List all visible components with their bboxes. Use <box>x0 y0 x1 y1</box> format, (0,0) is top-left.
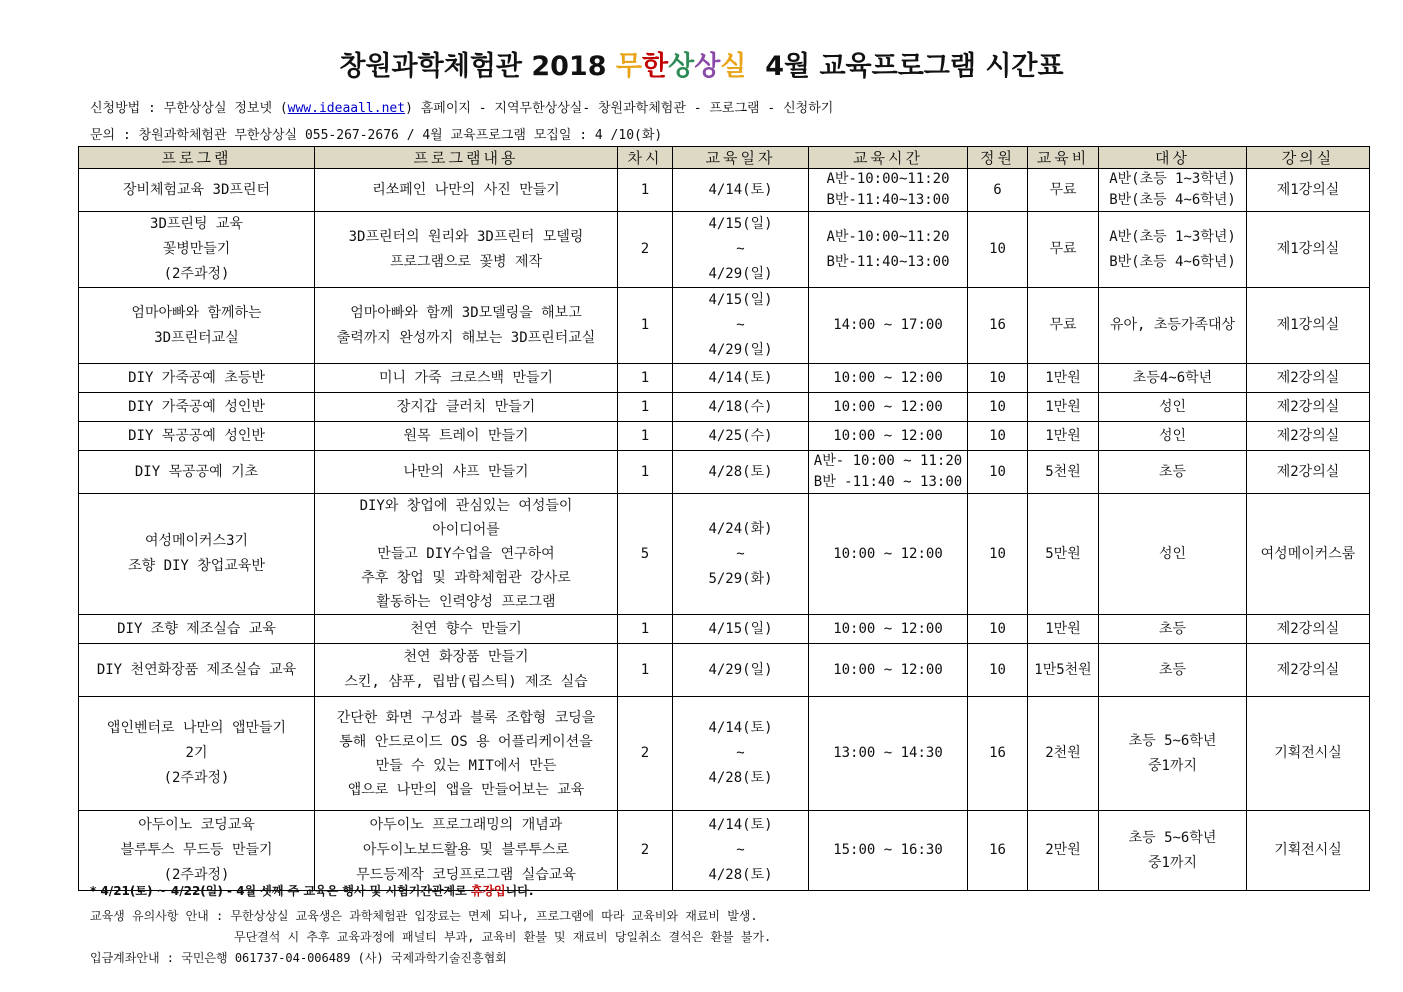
title-rainbow <box>616 51 746 82</box>
ideaall-link[interactable]: www.ideaall.net <box>287 101 406 116</box>
cell-line: DIY 가죽공예 초등반 <box>128 369 265 386</box>
date-cell <box>673 811 809 891</box>
room-cell: 제2강의실 <box>1247 615 1370 644</box>
date-cell <box>673 644 809 697</box>
cell-line: 천연 향수 만들기 <box>410 620 522 637</box>
title-part1: 창원과학체험관 2018 <box>339 51 616 82</box>
cell-line: A반- 10:00 ~ 11:20 <box>813 453 963 469</box>
fee-cell: 무료 <box>1028 288 1099 364</box>
bank-account-info: 입금계좌안내 : 국민은행 061737-04-006489 (사) 국제과학기술진흥협회 <box>90 951 507 965</box>
cell-line: DIY 가죽공예 성인반 <box>128 398 265 415</box>
sessions-cell: 2 <box>618 212 673 288</box>
target-cell <box>1099 393 1247 422</box>
program-cell <box>79 364 315 393</box>
sessions-cell: 2 <box>618 811 673 891</box>
cell-line: 통해 안드로이드 OS 용 어플리케이션을 <box>339 733 593 750</box>
table-header-row <box>79 147 1370 169</box>
time-cell <box>809 422 968 451</box>
cell-line: 4/29(일) <box>708 342 773 358</box>
cell-line: 초등 <box>1158 661 1187 678</box>
table-row <box>79 697 1370 811</box>
column-header: 차시 <box>618 147 673 169</box>
cell-line: 4/28(토) <box>708 867 773 883</box>
capacity-cell: 10 <box>968 393 1028 422</box>
cell-line: 초등 5~6학년 <box>1128 732 1217 749</box>
program-cell <box>79 393 315 422</box>
capacity-cell: 16 <box>968 288 1028 364</box>
fee-cell: 1만원 <box>1028 393 1099 422</box>
cell-line: 중1까지 <box>1147 757 1197 774</box>
program-cell <box>79 494 315 615</box>
cell-line: 리쏘페인 나만의 사진 만들기 <box>372 181 560 198</box>
table-row <box>79 615 1370 644</box>
cell-line: 초등 <box>1158 620 1187 637</box>
target-cell <box>1099 615 1247 644</box>
target-cell <box>1099 288 1247 364</box>
cell-line: 초등 <box>1158 463 1187 480</box>
schedule-table <box>78 146 1370 891</box>
cell-line: (2주과정) <box>163 770 230 786</box>
cell-line: 아이디어를 <box>432 522 500 538</box>
cell-line: 아두이노 코딩교육 <box>138 817 255 833</box>
capacity-cell: 10 <box>968 364 1028 393</box>
cell-line: 4/14(토) <box>708 369 773 386</box>
fee-cell: 1만원 <box>1028 615 1099 644</box>
program-cell <box>79 644 315 697</box>
cell-line: 4/14(토) <box>708 817 773 833</box>
time-cell <box>809 811 968 891</box>
cell-line: B반-11:40~13:00 <box>826 192 950 208</box>
date-cell <box>673 288 809 364</box>
room-cell: 기획전시실 <box>1247 811 1370 891</box>
target-cell <box>1099 451 1247 494</box>
cell-line: 4/14(토) <box>708 720 773 736</box>
date-cell <box>673 615 809 644</box>
cell-line: 4/28(토) <box>708 770 773 786</box>
fee-cell: 2천원 <box>1028 697 1099 811</box>
cell-line: 무드등제작 코딩프로그램 실습교육 <box>356 867 576 883</box>
cell-line: A반(초등 1~3학년) <box>1109 171 1236 187</box>
target-cell <box>1099 644 1247 697</box>
time-cell <box>809 644 968 697</box>
sessions-cell: 1 <box>618 364 673 393</box>
fee-cell: 5천원 <box>1028 451 1099 494</box>
cell-line: 4/25(수) <box>708 427 773 444</box>
column-header: 교육비 <box>1028 147 1099 169</box>
cell-line: 초등4~6학년 <box>1132 369 1213 386</box>
cell-line: (2주과정) <box>163 266 230 282</box>
cell-line: 조향 DIY 창업교육반 <box>128 558 265 574</box>
capacity-cell: 6 <box>968 169 1028 212</box>
table-row <box>79 169 1370 212</box>
sessions-cell: 1 <box>618 615 673 644</box>
cell-line: 출력까지 완성까지 해보는 3D프린터교실 <box>336 329 596 346</box>
footnote-end: 니다. <box>505 884 534 898</box>
apply-info <box>90 97 833 116</box>
cell-line: 중1까지 <box>1147 854 1197 871</box>
cell-line: 만들 수 있는 MIT에서 만든 <box>375 757 557 774</box>
cell-line: 프로그램으로 꽃병 제작 <box>389 253 543 270</box>
capacity-cell: 16 <box>968 811 1028 891</box>
column-header: 프로그램 <box>79 147 315 169</box>
cell-line: 엄마아빠와 함께 3D모델링을 해보고 <box>350 304 582 321</box>
sessions-cell: 1 <box>618 393 673 422</box>
program-cell <box>79 288 315 364</box>
cell-line: A반-10:00~11:20 <box>826 228 950 245</box>
cell-line: 나만의 샤프 만들기 <box>403 463 529 480</box>
page-title <box>0 44 1403 83</box>
target-cell <box>1099 494 1247 615</box>
cell-line: ~ <box>736 317 745 333</box>
cell-line: 성인 <box>1158 427 1187 444</box>
cell-line: 아두이노 프로그래밍의 개념과 <box>369 817 563 833</box>
cell-line: ~ <box>736 241 745 257</box>
cell-line: 추후 창업 및 과학체험관 강사로 <box>361 570 571 586</box>
capacity-cell: 10 <box>968 615 1028 644</box>
cell-line: 천연 화장품 만들기 <box>403 649 529 665</box>
content-cell <box>315 169 618 212</box>
cell-line: 4/28(토) <box>708 463 773 480</box>
date-cell <box>673 697 809 811</box>
time-cell <box>809 288 968 364</box>
content-cell <box>315 364 618 393</box>
room-cell: 기획전시실 <box>1247 697 1370 811</box>
cell-line: 4/15(일) <box>708 620 773 637</box>
room-cell: 제1강의실 <box>1247 212 1370 288</box>
capacity-cell: 10 <box>968 451 1028 494</box>
contact-info: 문의 : 창원과학체험관 무한상상실 055-267-2676 / 4월 교육프로그램 모집일 : 4 /10(화) <box>90 128 663 143</box>
date-cell <box>673 451 809 494</box>
cell-line: 엄마아빠와 함께하는 <box>131 304 262 321</box>
cell-line: 유아, 초등가족대상 <box>1109 317 1236 333</box>
content-cell <box>315 393 618 422</box>
fee-cell: 1만5천원 <box>1028 644 1099 697</box>
date-cell <box>673 169 809 212</box>
room-cell: 제2강의실 <box>1247 644 1370 697</box>
cell-line: DIY 조향 제조실습 교육 <box>117 620 276 637</box>
room-cell: 제1강의실 <box>1247 169 1370 212</box>
column-header: 교육일자 <box>673 147 809 169</box>
program-cell <box>79 451 315 494</box>
sessions-cell: 1 <box>618 451 673 494</box>
fee-cell: 무료 <box>1028 169 1099 212</box>
cell-line: 아두이노보드활용 및 블루투스로 <box>362 842 570 858</box>
cell-line: A반(초등 1~3학년) <box>1109 228 1236 245</box>
capacity-cell: 10 <box>968 494 1028 615</box>
cell-line: 4/14(토) <box>708 181 773 198</box>
content-cell <box>315 811 618 891</box>
cell-line: 13:00 ~ 14:30 <box>833 745 943 761</box>
time-cell <box>809 393 968 422</box>
cell-line: 3D프린터교실 <box>154 329 239 346</box>
sessions-cell: 1 <box>618 169 673 212</box>
footnote-star: * <box>90 884 97 898</box>
cell-line: 4/15(일) <box>708 216 773 232</box>
date-cell <box>673 422 809 451</box>
cell-line: 2기 <box>185 745 208 761</box>
column-header: 교육시간 <box>809 147 968 169</box>
date-cell <box>673 494 809 615</box>
cell-line: 4/18(수) <box>708 398 773 415</box>
time-cell <box>809 697 968 811</box>
holiday-footnote <box>90 882 533 899</box>
cell-line: 간단한 화면 구성과 블록 조합형 코딩을 <box>336 709 596 726</box>
capacity-cell: 10 <box>968 212 1028 288</box>
cell-line: 활동하는 인력양성 프로그램 <box>376 594 556 610</box>
notice-line-2: 무단결석 시 추후 교육과정에 패널티 부과, 교육비 환불 및 재료비 당일취소 결석은 환불 불가. <box>234 930 772 944</box>
apply-prefix: 신청방법 : 무한상상실 정보넷 ( <box>90 101 288 116</box>
title-rainbow-char: 무 <box>615 51 643 82</box>
cell-line: 스킨, 샴푸, 립밤(립스틱) 제조 실습 <box>344 674 588 690</box>
cell-line: (2주과정) <box>163 867 230 883</box>
table-row <box>79 288 1370 364</box>
sessions-cell: 2 <box>618 697 673 811</box>
title-rainbow-char: 한 <box>642 51 669 82</box>
program-cell <box>79 697 315 811</box>
column-header: 강의실 <box>1247 147 1370 169</box>
fee-cell: 무료 <box>1028 212 1099 288</box>
program-cell <box>79 615 315 644</box>
target-cell <box>1099 169 1247 212</box>
content-cell <box>315 288 618 364</box>
cell-line: 5/29(화) <box>708 570 773 587</box>
cell-line: 3D프린팅 교육 <box>150 216 243 232</box>
cell-line: B반 -11:40 ~ 13:00 <box>813 474 963 490</box>
date-cell <box>673 393 809 422</box>
cell-line: 4/29(일) <box>708 661 773 678</box>
table-row <box>79 451 1370 494</box>
cell-line: 10:00 ~ 12:00 <box>833 369 943 386</box>
date-cell <box>673 212 809 288</box>
sessions-cell: 1 <box>618 288 673 364</box>
room-cell: 여성메이커스룸 <box>1247 494 1370 615</box>
room-cell: 제2강의실 <box>1247 364 1370 393</box>
cell-line: 장지갑 클러치 만들기 <box>396 398 536 415</box>
time-cell <box>809 451 968 494</box>
fee-cell: 5만원 <box>1028 494 1099 615</box>
program-cell <box>79 422 315 451</box>
cell-line: 앱으로 나만의 앱을 만들어보는 교육 <box>347 781 585 798</box>
program-cell <box>79 212 315 288</box>
cell-line: A반-10:00~11:20 <box>826 171 950 187</box>
time-cell <box>809 364 968 393</box>
target-cell <box>1099 364 1247 393</box>
cell-line: 14:00 ~ 17:00 <box>833 317 943 333</box>
cell-line: B반-11:40~13:00 <box>826 253 950 270</box>
cell-line: DIY 목공공예 기초 <box>134 463 259 480</box>
time-cell <box>809 615 968 644</box>
content-cell <box>315 451 618 494</box>
cell-line: 15:00 ~ 16:30 <box>833 842 943 858</box>
target-cell <box>1099 422 1247 451</box>
cell-line: 블루투스 무드등 만들기 <box>120 842 273 858</box>
time-cell <box>809 169 968 212</box>
title-rainbow-char: 실 <box>720 51 747 82</box>
room-cell: 제2강의실 <box>1247 422 1370 451</box>
cell-line: 10:00 ~ 12:00 <box>833 398 943 415</box>
date-cell <box>673 364 809 393</box>
target-cell <box>1099 212 1247 288</box>
notice-line-1: 교육생 유의사항 안내 : 무한상상실 교육생은 과학체험관 입장료는 면제 되나, 프로그램에 따라 교육비와 재료비 발생. <box>90 909 758 923</box>
cell-line: DIY 목공공예 성인반 <box>128 427 265 444</box>
content-cell <box>315 644 618 697</box>
apply-suffix: ) 홈페이지 - 지역무한상상실- 창원과학체험관 - 프로그램 - 신청하기 <box>405 101 834 116</box>
cell-line: 앱인벤터로 나만의 앱만들기 <box>106 720 287 736</box>
room-cell: 제2강의실 <box>1247 451 1370 494</box>
sessions-cell: 1 <box>618 422 673 451</box>
cell-line: 미니 가죽 크로스백 만들기 <box>378 369 554 386</box>
table-row <box>79 422 1370 451</box>
cell-line: 4/15(일) <box>708 292 773 308</box>
fee-cell: 1만원 <box>1028 364 1099 393</box>
cell-line: 장비체험교육 3D프린터 <box>122 181 270 198</box>
time-cell <box>809 212 968 288</box>
sessions-cell: 1 <box>618 644 673 697</box>
capacity-cell: 10 <box>968 644 1028 697</box>
capacity-cell: 16 <box>968 697 1028 811</box>
capacity-cell: 10 <box>968 422 1028 451</box>
cell-line: 초등 5~6학년 <box>1128 829 1217 846</box>
sessions-cell: 5 <box>618 494 673 615</box>
column-header: 정원 <box>968 147 1028 169</box>
fee-cell: 2만원 <box>1028 811 1099 891</box>
cell-line: ~ <box>736 745 745 761</box>
cell-line: 만들고 DIY수업을 연구하여 <box>377 546 555 562</box>
footnote-highlight: 휴강입 <box>470 884 506 898</box>
cell-line: 10:00 ~ 12:00 <box>833 545 943 562</box>
cell-line: 여성메이커스3기 <box>144 533 249 549</box>
room-cell: 제2강의실 <box>1247 393 1370 422</box>
content-cell <box>315 422 618 451</box>
room-cell: 제1강의실 <box>1247 288 1370 364</box>
cell-line: 4/29(일) <box>708 266 773 282</box>
cell-line: 10:00 ~ 12:00 <box>833 661 943 678</box>
content-cell <box>315 212 618 288</box>
column-header: 프로그램내용 <box>315 147 618 169</box>
target-cell <box>1099 697 1247 811</box>
title-rainbow-char: 상 <box>694 51 721 82</box>
cell-line: B반(초등 4~6학년) <box>1109 192 1236 208</box>
table-row <box>79 494 1370 615</box>
title-part2: 4월 교육프로그램 시간표 <box>746 51 1064 82</box>
cell-line: 성인 <box>1158 398 1187 415</box>
cell-line: DIY 천연화장품 제조실습 교육 <box>96 661 297 678</box>
cell-line: 3D프린터의 원리와 3D프린터 모델링 <box>348 228 584 245</box>
cell-line: 10:00 ~ 12:00 <box>833 427 943 444</box>
cell-line: ~ <box>736 842 745 858</box>
cell-line: 원목 트레이 만들기 <box>403 427 529 444</box>
table-body <box>79 169 1370 891</box>
cell-line: B반(초등 4~6학년) <box>1109 253 1236 270</box>
table-row <box>79 393 1370 422</box>
table-row <box>79 364 1370 393</box>
table-row <box>79 811 1370 891</box>
target-cell <box>1099 811 1247 891</box>
table-row <box>79 644 1370 697</box>
program-cell <box>79 811 315 891</box>
cell-line: 10:00 ~ 12:00 <box>833 620 943 637</box>
cell-line: ~ <box>736 545 745 562</box>
time-cell <box>809 494 968 615</box>
cell-line: 성인 <box>1158 545 1187 562</box>
fee-cell: 1만원 <box>1028 422 1099 451</box>
cell-line: DIY와 창업에 관심있는 여성들이 <box>359 498 573 514</box>
cell-line: 4/24(화) <box>708 520 773 537</box>
title-rainbow-char: 상 <box>668 51 695 82</box>
footnote-text: 4/21(토) ~ 4/22(일) - 4월 셋째 주 교육은 행사 및 시험기간관계로 <box>96 884 471 898</box>
cell-line: 꽃병만들기 <box>162 241 231 257</box>
table-row <box>79 212 1370 288</box>
program-cell <box>79 169 315 212</box>
column-header: 대상 <box>1099 147 1247 169</box>
content-cell <box>315 697 618 811</box>
content-cell <box>315 494 618 615</box>
content-cell <box>315 615 618 644</box>
